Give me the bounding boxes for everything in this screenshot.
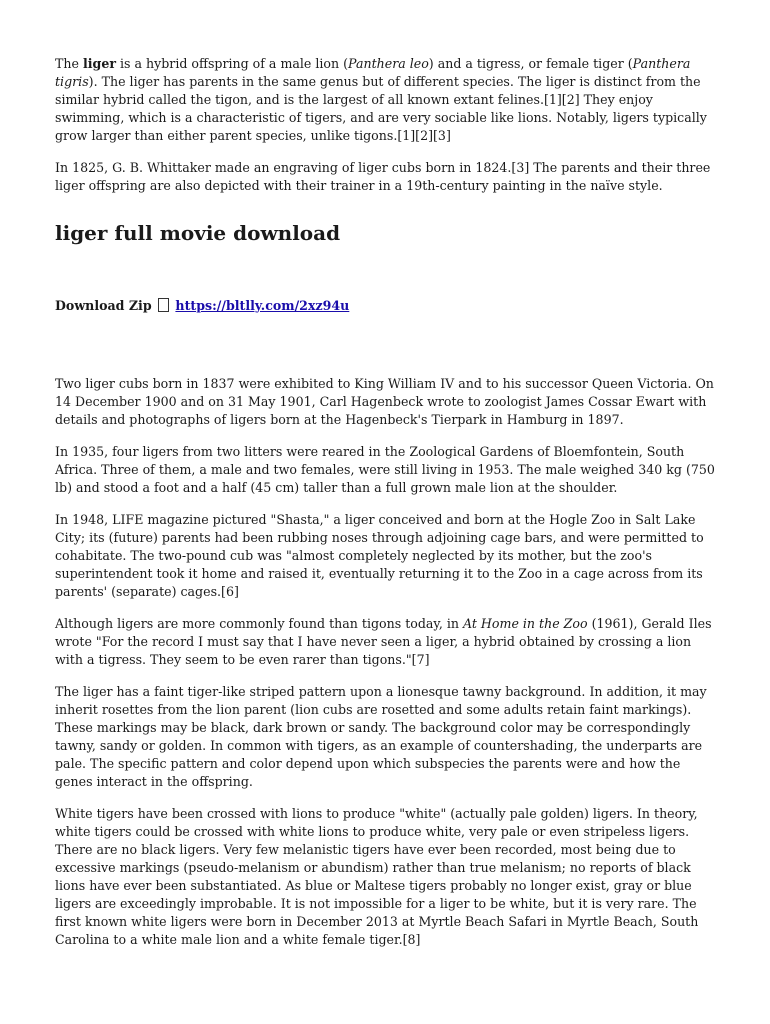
species-name: Panthera leo bbox=[348, 56, 429, 71]
document-page bbox=[55, 55, 717, 963]
intro-paragraph-1 bbox=[55, 55, 717, 145]
missing-glyph-icon bbox=[158, 298, 169, 312]
term-bold: liger bbox=[82, 56, 116, 71]
species-name: Panthera tigris bbox=[55, 56, 691, 89]
body-paragraph-5: The liger has a faint tiger-like striped pattern upon a lionesque tawny background. In addition, it may inherit rosettes from the lion parent (lion cubs are rosetted and some adults retain faint markings). These markings may be black, dark brown or sandy. The background color may be correspondingly tawny, sandy or golden. In common with tigers, as an example of countershading, the underparts are pale. The specific pattern and color depend upon which subspecies the parents were and how the genes interact in the offspring. bbox=[55, 684, 707, 789]
text-run: Although ligers are more commonly found than tigons today, in bbox=[55, 616, 463, 631]
download-label: Download Zip bbox=[55, 298, 152, 313]
download-link[interactable]: https://bltlly.com/2xz94u bbox=[175, 298, 350, 313]
text-run: ) and a tigress, or female tiger ( bbox=[428, 56, 633, 71]
text-run: (1961), Gerald Iles wrote "For the record I must say that I have never seen a liger, a hybrid obtained by crossing a lion with a tigress. They seem to be even rarer than tigons."[7] bbox=[55, 616, 712, 667]
download-line bbox=[55, 297, 717, 315]
text-run: ). The liger has parents in the same genus but of different species. The liger is distinct from the similar hybrid called the tigon, and is the largest of all known extant felines.[1][2] They enjoy swimming, which is a characteristic of tigers, and are very sociable like lions. Notably, ligers typically grow larger than either parent species, unlike tigons.[1][2][3] bbox=[55, 74, 707, 143]
spacer bbox=[55, 315, 717, 375]
text-run: The bbox=[55, 56, 83, 71]
body-paragraph-2: In 1935, four ligers from two litters were reared in the Zoological Gardens of Bloemfontein, South Africa. Three of them, a male and two females, were still living in 1953. The male weighed 340 kg (750 lb) and stood a foot and a half (45 cm) taller than a full grown male lion at the shoulder. bbox=[55, 444, 715, 495]
body-paragraph-4 bbox=[55, 615, 717, 669]
book-title: At Home in the Zoo bbox=[463, 616, 588, 631]
page-heading: liger full movie download bbox=[55, 221, 341, 245]
body-paragraph-1: Two liger cubs born in 1837 were exhibited to King William IV and to his successor Queen Victoria. On 14 December 1900 and on 31 May 1901, Carl Hagenbeck wrote to zoologist James Cossar Ewart with details and photographs of ligers born at the Hagenbeck's Tierpark in Hamburg in 1897. bbox=[55, 376, 714, 427]
body-paragraph-6: White tigers have been crossed with lions to produce "white" (actually pale golden) ligers. In theory, white tigers could be crossed with white lions to produce white, very pale or even stripeless ligers. There are no black ligers. Very few melanistic tigers have ever been recorded, most being due to excessive markings (pseudo-melanism or abundism) rather than true melanism; no reports of black lions have ever been substantiated. As blue or Maltese tigers probably no longer exist, gray or blue ligers are exceedingly improbable. It is not impossible for a liger to be white, but it is very rare. The first known white ligers were born in December 2013 at Myrtle Beach Safari in Myrtle Beach, South Carolina to a white male lion and a white female tiger.[8] bbox=[55, 806, 699, 947]
text-run: is a hybrid offspring of a male lion ( bbox=[116, 56, 349, 71]
body-paragraph-3: In 1948, LIFE magazine pictured "Shasta," a liger conceived and born at the Hogle Zoo in Salt Lake City; its (future) parents had been rubbing noses through adjoining cage bars, and were permitted to cohabitate. The two-pound cub was "almost completely neglected by its mother, but the zoo's superintendent took it home and raised it, eventually returning it to the Zoo in a cage across from its parents' (separate) cages.[6] bbox=[55, 512, 704, 599]
intro-paragraph-2: In 1825, G. B. Whittaker made an engraving of liger cubs born in 1824.[3] The parents and their three liger offspring are also depicted with their trainer in a 19th-century painting in the naïve style. bbox=[55, 160, 711, 193]
